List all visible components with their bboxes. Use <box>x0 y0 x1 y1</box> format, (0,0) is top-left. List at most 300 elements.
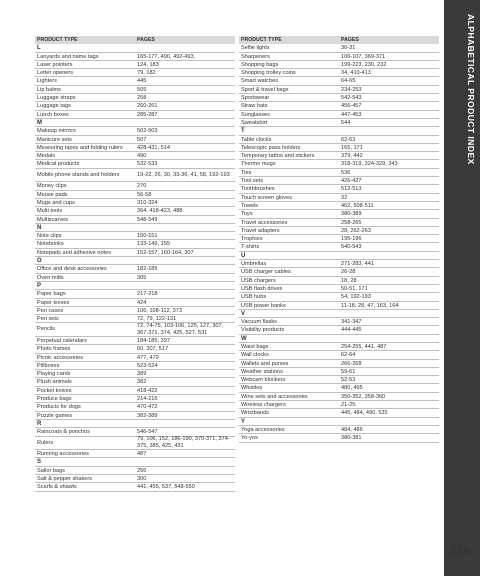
product-type: Makeup mirrors <box>37 128 76 135</box>
product-type: Pen sets <box>37 316 59 323</box>
table-row <box>35 69 235 77</box>
page-refs: 424 <box>137 299 147 306</box>
table-row <box>35 216 235 224</box>
table-row <box>239 69 439 77</box>
index-table-left <box>35 36 235 492</box>
table-row <box>35 182 235 190</box>
table-row <box>239 53 439 61</box>
page-refs: 79, 182 <box>137 70 156 77</box>
page-refs: 310-324 <box>137 199 158 206</box>
table-row <box>35 61 235 69</box>
page-refs: 79, 106, 152, 186-190, 370-371, 374-375, 385, 425, 431 <box>137 436 230 449</box>
table-row <box>239 194 439 202</box>
table-row <box>239 185 439 193</box>
product-type: Sportswear <box>241 95 270 102</box>
page-refs: 536 <box>341 169 351 176</box>
page-refs: 285-287 <box>137 111 158 118</box>
table-row <box>35 136 235 144</box>
product-type: Office and desk accessories <box>37 266 107 273</box>
page-refs: 217-218 <box>137 291 158 298</box>
product-type: Sailor bags <box>37 467 65 474</box>
product-type: Money clips <box>37 183 67 190</box>
product-type: USB charger cables <box>241 269 291 276</box>
table-row <box>35 144 235 152</box>
table-row <box>35 450 235 458</box>
product-type: Wireless chargers <box>241 402 286 409</box>
product-type: Selfie lights <box>241 45 270 52</box>
table-row <box>239 44 439 52</box>
table-row <box>35 86 235 94</box>
table-row <box>35 354 235 362</box>
page-refs: 447-453 <box>341 111 362 118</box>
table-row <box>35 362 235 370</box>
product-type: Medals <box>37 153 56 160</box>
letter-label: Y <box>241 418 246 425</box>
page-refs: 456-457 <box>341 103 362 110</box>
page-refs: 542-543 <box>341 95 362 102</box>
table-row <box>35 307 235 315</box>
table-row <box>239 243 439 251</box>
letter-label: W <box>241 335 247 342</box>
page-refs: 258-265 <box>341 219 362 226</box>
table-row <box>35 102 235 110</box>
table-row <box>239 219 439 227</box>
product-type: Plush animals <box>37 379 72 386</box>
header-pages: PAGES <box>137 37 155 43</box>
page-refs: 505 <box>137 86 147 93</box>
letter-label: L <box>37 45 41 52</box>
table-row <box>239 86 439 94</box>
page-refs: 254-255, 441, 487 <box>341 343 387 350</box>
page-refs: 62-63 <box>341 136 356 143</box>
page-refs: 28, 262-263 <box>341 227 371 234</box>
page-refs: 56-58 <box>137 191 152 198</box>
page-refs: 462, 508-511 <box>341 202 374 209</box>
product-type: Telescopic pass holders <box>241 144 301 151</box>
table-row <box>35 370 235 378</box>
table-row <box>239 136 439 144</box>
table-row <box>239 409 439 417</box>
product-type: Straw hats <box>241 103 268 110</box>
product-type: Scarfs & shawls <box>37 484 77 491</box>
table-row <box>239 77 439 85</box>
product-type: Note clips <box>37 233 62 240</box>
product-type: Towels <box>241 202 259 209</box>
table-row <box>35 169 235 183</box>
letter-heading <box>35 282 235 290</box>
table-row <box>239 426 439 434</box>
table-row <box>35 483 235 491</box>
table-row <box>239 61 439 69</box>
table-row <box>35 160 235 168</box>
page-refs: 214-216 <box>137 396 158 403</box>
page-refs: 300 <box>137 476 147 483</box>
product-type: Touch screen gloves <box>241 194 292 201</box>
product-type: Toothbrushes <box>241 186 275 193</box>
page-refs: 11-18, 28, 47, 163, 164 <box>341 302 399 309</box>
product-type: Lanyards and name tags <box>37 53 99 60</box>
page-refs: 72, 74-75, 103-106, 125, 127, 307, 367-371, 374, 425, 527, 531 <box>137 323 224 336</box>
table-row <box>35 437 235 451</box>
page-refs: 512-513 <box>341 186 362 193</box>
table-row <box>239 268 439 276</box>
page-refs: 199-223, 230, 232 <box>341 61 387 68</box>
table-row <box>239 434 439 442</box>
product-type: Whistles <box>241 385 263 392</box>
table-row <box>239 177 439 185</box>
table-row <box>35 290 235 298</box>
page-refs: 21-25 <box>341 402 356 409</box>
letter-label: V <box>241 310 246 317</box>
product-type: Umbrellas <box>241 261 267 268</box>
page-refs: 32 <box>341 194 348 201</box>
table-row <box>35 152 235 160</box>
product-type: Waist bags <box>241 343 269 350</box>
page-refs: 19-22, 26, 30, 33-36, 41, 58, 192-193 <box>137 171 230 178</box>
table-row <box>35 232 235 240</box>
table-row <box>239 119 439 127</box>
product-type: Pencils <box>37 326 56 333</box>
table-row <box>35 207 235 215</box>
product-type: Rulers <box>37 439 54 446</box>
page-refs: 428-431, 514 <box>137 144 170 151</box>
letter-label: U <box>241 252 246 259</box>
page-refs: 441, 455, 537, 548-550 <box>137 484 195 491</box>
header-pages: PAGES <box>341 37 359 43</box>
product-type: Wall clocks <box>241 352 269 359</box>
table-row <box>35 345 235 353</box>
table-header <box>35 36 235 44</box>
page-refs: 54, 192-193 <box>341 294 371 301</box>
table-row <box>35 337 235 345</box>
product-type: Laser pointers <box>37 61 73 68</box>
letter-heading <box>239 418 439 426</box>
page-refs: 477, 479 <box>137 354 159 361</box>
table-row <box>35 315 235 323</box>
table-row <box>239 111 439 119</box>
table-row <box>239 343 439 351</box>
page-refs: 380-381 <box>341 435 362 442</box>
page-refs: 133-149, 155 <box>137 241 170 248</box>
table-row <box>35 412 235 420</box>
letter-heading <box>35 458 235 466</box>
table-row <box>239 260 439 268</box>
page-refs: 256 <box>137 467 147 474</box>
product-type: Sweatshirt <box>241 119 268 126</box>
page-refs: 318-319, 324-329, 343 <box>341 161 398 168</box>
page-refs: 350-352, 358-360 <box>341 393 386 400</box>
product-type: Visibility products <box>241 327 285 334</box>
table-row <box>239 152 439 160</box>
table-row <box>239 360 439 368</box>
table-row <box>239 318 439 326</box>
table-row <box>35 191 235 199</box>
product-type: Notepads and adhesive notes <box>37 249 112 256</box>
letter-heading <box>239 252 439 260</box>
page-refs: 152-157, 160-164, 307 <box>137 249 194 256</box>
letter-label: N <box>37 224 42 231</box>
product-type: Paper knives <box>37 299 70 306</box>
product-type: Measuring tapes and folding rulers <box>37 144 123 151</box>
section-sidebar <box>444 0 480 576</box>
product-type: Puzzle games <box>37 412 73 419</box>
page-refs: 490 <box>137 153 147 160</box>
product-type: Sunglasses <box>241 111 270 118</box>
table-row <box>239 210 439 218</box>
product-type: Thermo mugs <box>241 161 276 168</box>
page-refs: 150-151 <box>137 233 158 240</box>
page-refs: 106, 108-112, 373 <box>137 307 182 314</box>
page-refs: 382-389 <box>137 412 158 419</box>
product-type: USB chargers <box>241 277 276 284</box>
product-type: USB hubs <box>241 294 267 301</box>
product-type: Yo-yos <box>241 435 258 442</box>
letter-label: R <box>37 420 42 427</box>
table-row <box>35 249 235 257</box>
product-type: Multiscarves <box>37 216 69 223</box>
product-type: Wallets and purses <box>241 360 289 367</box>
table-row <box>239 169 439 177</box>
letter-heading <box>239 310 439 318</box>
page-refs: 379, 442 <box>341 153 363 160</box>
product-type: Wristbands <box>241 410 269 417</box>
letter-heading <box>35 257 235 265</box>
product-type: Photo frames <box>37 346 71 353</box>
product-type: Pocket knives <box>37 387 72 394</box>
table-row <box>35 94 235 102</box>
product-type: Mouse pads <box>37 191 68 198</box>
page-refs: 52-53 <box>341 377 356 384</box>
letter-label: T <box>241 128 245 135</box>
product-type: Mobile phone stands and holders <box>37 171 120 178</box>
page-refs: 523-524 <box>137 362 158 369</box>
product-type: Salt & pepper shakers <box>37 476 93 483</box>
product-type: Sport & travel bags <box>241 86 289 93</box>
page-refs: 165, 171 <box>341 144 363 151</box>
product-type: Table clocks <box>241 136 272 143</box>
table-row <box>35 199 235 207</box>
product-type: Letter openers <box>37 70 74 77</box>
table-row <box>35 395 235 403</box>
product-type: Trophies <box>241 236 263 243</box>
page-refs: 484, 486 <box>341 426 363 433</box>
page-refs: 64-65 <box>341 78 356 85</box>
table-header <box>239 36 439 44</box>
page-refs: 271-283, 441 <box>341 261 374 268</box>
product-type: Products for dogs <box>37 404 81 411</box>
letter-heading <box>35 224 235 232</box>
table-row <box>239 293 439 301</box>
product-type: Vacuum flasks <box>241 319 277 326</box>
table-row <box>239 393 439 401</box>
product-type: Ties <box>241 169 252 176</box>
product-type: Weather stations <box>241 368 283 375</box>
sidebar-title: ALPHABETICAL PRODUCT INDEX <box>466 14 476 165</box>
table-row <box>35 467 235 475</box>
table-row <box>239 235 439 243</box>
product-type: USB power banks <box>241 302 286 309</box>
product-type: Playing cards <box>37 371 71 378</box>
product-type: Notebooks <box>37 241 64 248</box>
table-row <box>35 378 235 386</box>
table-row <box>35 240 235 248</box>
product-type: Lip balms <box>37 86 61 93</box>
product-type: Paper bags <box>37 291 66 298</box>
table-row <box>239 351 439 359</box>
page-refs: 426-427 <box>341 178 362 185</box>
page-refs: 30-31 <box>341 45 356 52</box>
page-refs: 18, 28 <box>341 277 357 284</box>
letter-heading <box>35 420 235 428</box>
page-refs: 60, 307, 517 <box>137 346 169 353</box>
product-type: Travel adapters <box>241 227 280 234</box>
table-row <box>239 368 439 376</box>
page-refs: 487 <box>137 451 147 458</box>
product-type: Running accessories <box>37 451 89 458</box>
page-refs: 507 <box>137 136 147 143</box>
product-type: Luggage tags <box>37 103 71 110</box>
table-row <box>35 274 235 282</box>
page-refs: 380-389 <box>341 211 362 218</box>
product-type: Yoga accessories <box>241 426 285 433</box>
table-row <box>35 299 235 307</box>
page-refs: 502-503 <box>137 128 158 135</box>
page-refs: 418-422 <box>137 387 158 394</box>
page-refs: 548-549 <box>137 216 158 223</box>
product-type: Perpetual calendars <box>37 337 87 344</box>
product-type: Smart watches <box>241 78 278 85</box>
letter-label: O <box>37 258 42 265</box>
letter-heading <box>35 119 235 127</box>
page-refs: 364, 418-423, 488 <box>137 208 183 215</box>
page-refs: 106-107, 369-371 <box>341 53 386 60</box>
product-type: Multi tools <box>37 208 63 215</box>
page-refs: 50-51, 171 <box>341 285 368 292</box>
letter-heading <box>239 335 439 343</box>
page-refs: 480, 495 <box>341 385 363 392</box>
page-refs: 266-268 <box>341 360 362 367</box>
letter-heading <box>35 44 235 52</box>
page-refs: 124, 183 <box>137 61 159 68</box>
product-type: Tool sets <box>241 178 264 185</box>
page-refs: 258 <box>137 95 147 102</box>
table-row <box>239 160 439 168</box>
page-refs: 341-347 <box>341 319 362 326</box>
table-row <box>35 475 235 483</box>
table-row <box>239 227 439 235</box>
product-type: Webcam blockers <box>241 377 286 384</box>
table-row <box>239 285 439 293</box>
product-type: Lunch boxes <box>37 111 69 118</box>
page-refs: 444-445 <box>341 327 362 334</box>
product-type: Luggage straps <box>37 95 76 102</box>
table-row <box>35 403 235 411</box>
table-row <box>35 265 235 273</box>
product-type: Produce bags <box>37 396 72 403</box>
table-row <box>35 77 235 85</box>
page-refs: 234-253 <box>341 86 362 93</box>
header-product-type: PRODUCT TYPE <box>37 37 78 43</box>
page-refs: 540-543 <box>341 244 362 251</box>
page-refs: 270 <box>137 183 147 190</box>
page-number: 559 <box>449 544 470 558</box>
table-row <box>35 323 235 337</box>
table-row <box>239 376 439 384</box>
product-type: Raincoats & ponchos <box>37 429 90 436</box>
page-refs: 305 <box>137 274 147 281</box>
product-type: Mugs and cups <box>37 199 75 206</box>
table-row <box>239 401 439 409</box>
table-row <box>35 111 235 119</box>
table-row <box>239 94 439 102</box>
page-refs: 532-533 <box>137 161 158 168</box>
product-type: Temporary tattoo and stickers <box>241 153 315 160</box>
table-row <box>239 384 439 392</box>
page-refs: 182-185 <box>137 266 158 273</box>
page-refs: 382 <box>137 379 147 386</box>
table-row <box>35 428 235 436</box>
product-type: Lighters <box>37 78 57 85</box>
table-row <box>239 102 439 110</box>
rows-right <box>239 44 439 442</box>
product-type: Shopping trolley coins <box>241 70 296 77</box>
page-refs: 445 <box>137 78 147 85</box>
page-refs: 195-196 <box>341 236 362 243</box>
table-row <box>239 302 439 310</box>
letter-label: P <box>37 282 42 289</box>
product-type: Toys <box>241 211 253 218</box>
product-type: Wine sets and accessories <box>241 393 308 400</box>
page-refs: 544 <box>341 119 351 126</box>
page-refs: 184-185, 397 <box>137 337 170 344</box>
table-row <box>35 387 235 395</box>
product-type: USB flash drives <box>241 285 283 292</box>
table-row <box>239 277 439 285</box>
page-refs: 470-472 <box>137 404 158 411</box>
index-table-right <box>239 36 439 443</box>
product-type: Travel accessories <box>241 219 288 226</box>
header-product-type: PRODUCT TYPE <box>241 37 282 43</box>
product-type: Manicure sets <box>37 136 72 143</box>
table-row <box>239 202 439 210</box>
rows-left <box>35 44 235 491</box>
table-row <box>35 53 235 61</box>
page-refs: 62-64 <box>341 352 356 359</box>
page-refs: 260-261 <box>137 103 158 110</box>
letter-label: M <box>37 119 42 126</box>
page-refs: 546-547 <box>137 429 158 436</box>
product-type: Medical products <box>37 161 80 168</box>
product-type: T-shirts <box>241 244 260 251</box>
product-type: Shopping bags <box>241 61 279 68</box>
product-type: Sharpeners <box>241 53 270 60</box>
page-refs: 59-61 <box>341 368 356 375</box>
table-row <box>239 326 439 334</box>
page-refs: 26-28 <box>341 269 356 276</box>
table-row <box>239 144 439 152</box>
product-type: Oven mitts <box>37 274 64 281</box>
page-refs: 165-177, 490, 492-493, <box>137 53 196 60</box>
page-refs: 72, 79, 122-131 <box>137 316 177 323</box>
product-type: Picnic accessories <box>37 354 84 361</box>
letter-label: S <box>37 459 42 466</box>
page-refs: 445, 484, 490, 535 <box>341 410 388 417</box>
table-row <box>35 127 235 135</box>
letter-heading <box>239 127 439 135</box>
product-type: Pillboxes <box>37 362 60 369</box>
page-refs: 389 <box>137 371 147 378</box>
page-refs: 34, 410-413 <box>341 70 371 77</box>
